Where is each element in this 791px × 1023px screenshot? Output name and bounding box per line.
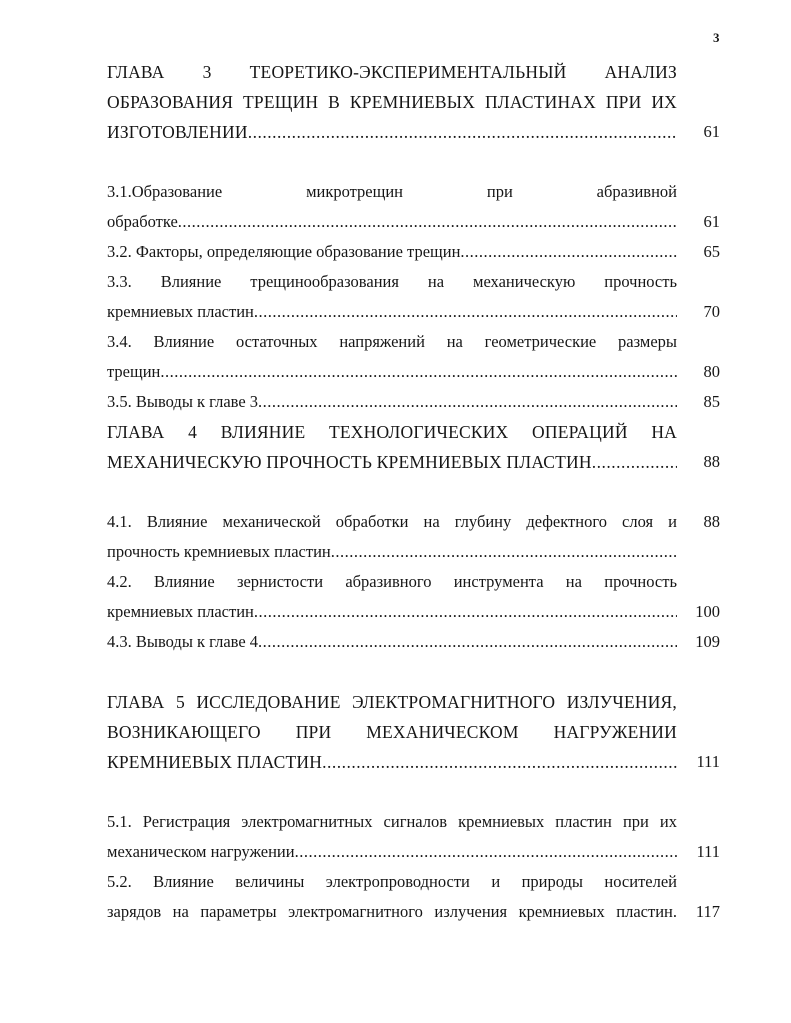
section-4-2-line-1: 4.2. Влияние зернистости абразивного инструмента на прочность (107, 572, 677, 591)
section-5-1-line-1: 5.1. Регистрация электромагнитных сигналов кремниевых пластин при их (107, 812, 677, 831)
section-3-3-page: 70 (703, 302, 720, 321)
chapter-3-page: 61 (703, 122, 720, 141)
dot-leader (258, 632, 677, 652)
section-4-2-line-2-text: кремниевых пластин (107, 602, 254, 621)
section-4-1-line-2 (107, 542, 677, 562)
dot-leader (322, 752, 677, 772)
chapter-4-title-line-2 (107, 452, 677, 472)
section-3-1-line-1: 3.1.Образование микротрещин при абразивной (107, 182, 677, 201)
dot-leader (592, 452, 677, 472)
chapter-5-page: 111 (696, 752, 720, 771)
section-3-5-line-1-text: 3.5. Выводы к главе 3 (107, 392, 259, 411)
section-3-1-line-2 (107, 212, 677, 232)
section-4-2-page: 100 (695, 602, 720, 621)
section-3-2-line-1 (107, 242, 677, 262)
page-number: 3 (713, 30, 720, 45)
chapter-4-page: 88 (703, 452, 720, 471)
section-4-1-page: 88 (703, 512, 720, 531)
dot-leader (295, 842, 677, 862)
dot-leader (254, 302, 677, 322)
dot-leader (178, 212, 677, 232)
section-5-1-line-2-text: механическом нагружении (107, 842, 295, 861)
chapter-5-title-line-3 (107, 752, 677, 772)
section-4-1-line-2-text: прочность кремниевых пластин (107, 542, 331, 561)
section-3-3-line-2 (107, 302, 677, 322)
section-3-5-line-1 (107, 392, 677, 412)
section-4-3-line-1-text: 4.3. Выводы к главе 4 (107, 632, 259, 651)
chapter-5-title-line-2: ВОЗНИКАЮЩЕГО ПРИ МЕХАНИЧЕСКОМ НАГРУЖЕНИИ (107, 722, 677, 742)
section-5-2-line-2: зарядов на параметры электромагнитного излучения кремниевых пластин. (107, 902, 677, 921)
section-3-4-page: 80 (703, 362, 720, 381)
section-3-1-line-2-text: обработке (107, 212, 178, 231)
chapter-3-title-line-3-text: ИЗГОТОВЛЕНИИ (107, 122, 248, 142)
chapter-4-title-line-1: ГЛАВА 4 ВЛИЯНИЕ ТЕХНОЛОГИЧЕСКИХ ОПЕРАЦИЙ НА (107, 422, 677, 442)
section-3-5-page: 85 (703, 392, 720, 411)
section-3-4-line-2-text: трещин (107, 362, 161, 381)
dot-leader (248, 122, 677, 142)
section-3-2-line-1-text: 3.2. Факторы, определяющие образование трещин (107, 242, 461, 261)
section-4-2-line-2 (107, 602, 677, 622)
chapter-3-title-line-3 (107, 122, 677, 142)
chapter-3-title-line-1: ГЛАВА 3 ТЕОРЕТИКО-ЭКСПЕРИМЕНТАЛЬНЫЙ АНАЛИЗ (107, 62, 677, 82)
chapter-5-title-line-3-text: КРЕМНИЕВЫХ ПЛАСТИН (107, 752, 323, 772)
section-4-1-line-1: 4.1. Влияние механической обработки на глубину дефектного слоя и (107, 512, 677, 531)
section-3-1-page: 61 (703, 212, 720, 231)
section-5-1-page: 111 (696, 842, 720, 861)
section-5-1-line-2 (107, 842, 677, 862)
section-5-2-page: 117 (695, 902, 720, 921)
dot-leader (258, 392, 677, 412)
dot-leader (254, 602, 677, 622)
section-3-4-line-2 (107, 362, 677, 382)
section-3-3-line-1: 3.3. Влияние трещинообразования на механическую прочность (107, 272, 677, 291)
dot-leader (331, 542, 677, 562)
chapter-5-title-line-1: ГЛАВА 5 ИССЛЕДОВАНИЕ ЭЛЕКТРОМАГНИТНОГО ИЗЛУЧЕНИЯ, (107, 692, 677, 712)
section-4-3-line-1 (107, 632, 677, 652)
dot-leader (460, 242, 677, 262)
chapter-4-title-line-2-text: МЕХАНИЧЕСКУЮ ПРОЧНОСТЬ КРЕМНИЕВЫХ ПЛАСТИН (107, 452, 592, 472)
section-3-3-line-2-text: кремниевых пластин (107, 302, 254, 321)
section-3-2-page: 65 (703, 242, 720, 261)
section-5-2-line-1: 5.2. Влияние величины электропроводности и природы носителей (107, 872, 677, 891)
chapter-3-title-line-2: ОБРАЗОВАНИЯ ТРЕЩИН В КРЕМНИЕВЫХ ПЛАСТИНАХ ПРИ ИХ (107, 92, 677, 112)
section-3-4-line-1: 3.4. Влияние остаточных напряжений на геометрические размеры (107, 332, 677, 351)
dot-leader (160, 362, 677, 382)
section-4-3-page: 109 (695, 632, 720, 651)
